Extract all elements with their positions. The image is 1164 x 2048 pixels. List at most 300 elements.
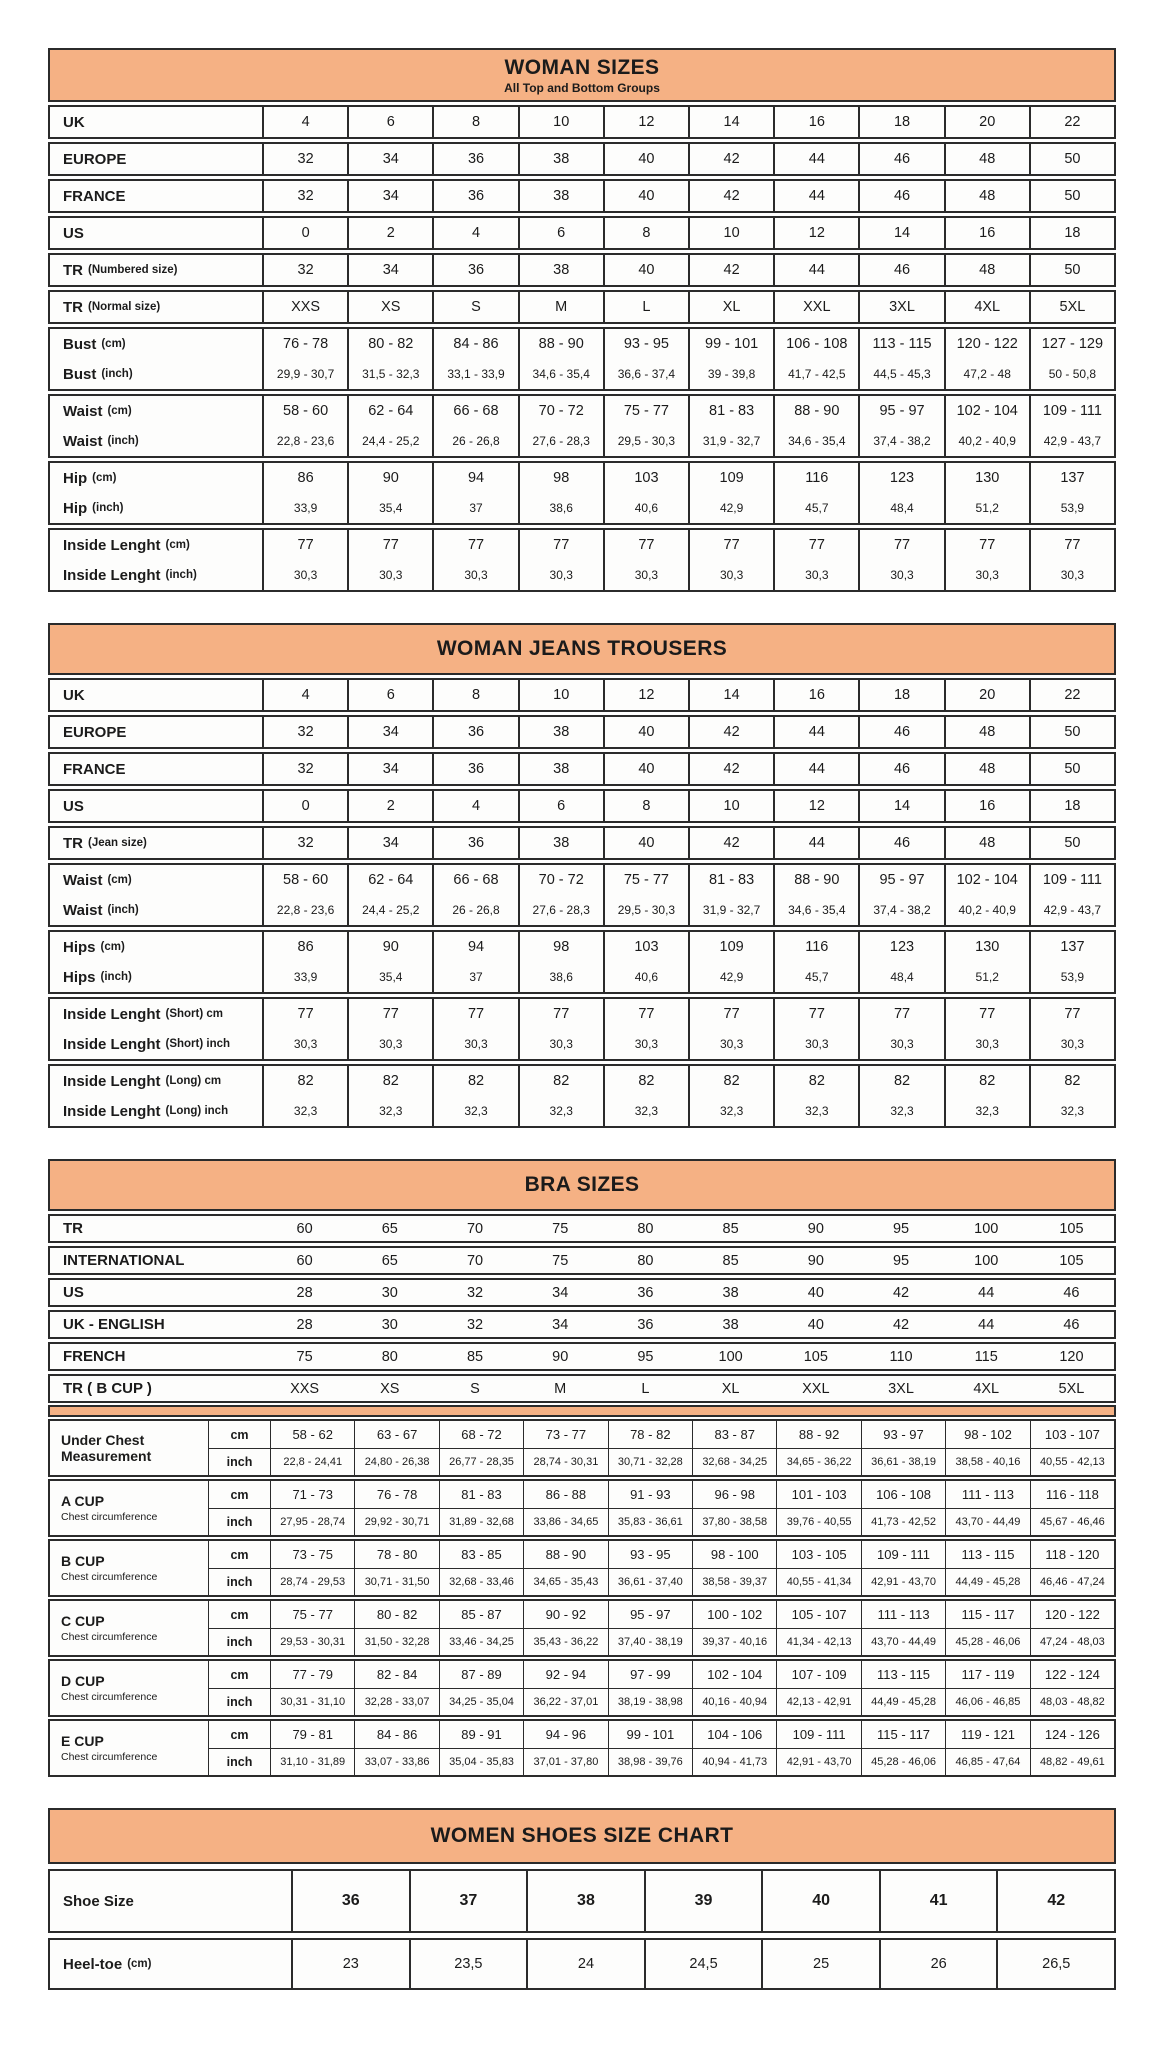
table-row xyxy=(50,828,1114,858)
size-value: 45,28 - 46,06 xyxy=(861,1749,945,1775)
table-row xyxy=(50,463,1114,493)
size-value: 12 xyxy=(773,791,858,821)
size-value: 29,5 - 30,3 xyxy=(603,426,688,456)
size-value: 43,70 - 44,49 xyxy=(945,1509,1029,1535)
size-value: 20 xyxy=(944,107,1029,137)
size-value: 40 xyxy=(603,754,688,784)
row-label-text: Hip xyxy=(63,469,88,487)
size-value: 24,4 - 25,2 xyxy=(347,895,432,925)
cup-group xyxy=(48,1539,1116,1597)
size-value: 42 xyxy=(996,1871,1114,1931)
size-value: 30,3 xyxy=(858,560,943,590)
size-value: 70 - 72 xyxy=(518,396,603,426)
row-group xyxy=(48,253,1116,287)
size-value: 46 xyxy=(858,717,943,747)
size-value: 38 xyxy=(518,181,603,211)
size-value: 10 xyxy=(518,680,603,710)
size-value: 33,86 - 34,65 xyxy=(523,1509,607,1535)
row-label-note: (cm) xyxy=(165,539,190,551)
size-value: 35,4 xyxy=(347,493,432,523)
size-value: 32 xyxy=(262,181,347,211)
size-value: 30,31 - 31,10 xyxy=(270,1689,354,1715)
size-value: 22,8 - 23,6 xyxy=(262,426,347,456)
size-value: 29,53 - 30,31 xyxy=(270,1629,354,1655)
size-value: 88 - 90 xyxy=(523,1541,607,1568)
size-value: 75 xyxy=(296,1348,313,1365)
size-value: 36 xyxy=(432,144,517,174)
size-value: 47,2 - 48 xyxy=(944,359,1029,389)
size-value: 75 xyxy=(552,1220,569,1237)
size-value: 30,3 xyxy=(347,1029,432,1059)
size-value: 101 - 103 xyxy=(776,1481,860,1508)
size-value: 106 - 108 xyxy=(861,1481,945,1508)
row-label-text: Bust xyxy=(63,335,97,353)
size-value: 18 xyxy=(858,107,943,137)
size-value: 37,4 - 38,2 xyxy=(858,895,943,925)
size-value: 99 - 101 xyxy=(608,1721,692,1748)
size-value: 115 xyxy=(974,1348,998,1365)
row-label xyxy=(50,754,262,784)
row-label-note: (inch) xyxy=(165,569,197,581)
size-value: 36 xyxy=(637,1316,654,1333)
size-value: 32,3 xyxy=(944,1096,1029,1126)
size-value: 77 xyxy=(347,530,432,560)
size-value: 34,65 - 35,43 xyxy=(523,1569,607,1595)
size-value: 102 - 104 xyxy=(944,396,1029,426)
row-label xyxy=(50,426,262,456)
size-value: 77 - 79 xyxy=(270,1661,354,1688)
row-label-note: (inch) xyxy=(92,502,124,514)
size-value: 85 xyxy=(722,1220,739,1237)
size-value: 24,80 - 26,38 xyxy=(354,1449,438,1475)
size-value: 50 xyxy=(1029,717,1114,747)
size-value: 95 - 97 xyxy=(608,1601,692,1628)
size-value: 82 xyxy=(347,1066,432,1096)
size-value: 75 - 77 xyxy=(603,396,688,426)
size-value: 28 xyxy=(296,1316,313,1333)
size-value: 38,6 xyxy=(518,493,603,523)
size-value: 30,3 xyxy=(1029,560,1114,590)
size-value: 83 - 85 xyxy=(439,1541,523,1568)
size-value: 18 xyxy=(1029,218,1114,248)
size-value: 82 - 84 xyxy=(354,1661,438,1688)
size-value: 33,46 - 34,25 xyxy=(439,1629,523,1655)
size-value: 42,9 - 43,7 xyxy=(1029,895,1114,925)
size-value: 33,07 - 33,86 xyxy=(354,1749,438,1775)
size-value: 91 - 93 xyxy=(608,1481,692,1508)
table-row xyxy=(50,530,1114,560)
size-value: 76 - 78 xyxy=(354,1481,438,1508)
size-value: 120 - 122 xyxy=(944,329,1029,359)
size-value: 65 xyxy=(381,1252,398,1269)
size-value: 24 xyxy=(526,1940,644,1988)
size-value: 47,24 - 48,03 xyxy=(1030,1629,1114,1655)
size-value: 105 xyxy=(1059,1252,1084,1269)
size-value: 22 xyxy=(1029,680,1114,710)
size-value: 40 xyxy=(603,828,688,858)
table-row xyxy=(50,426,1114,456)
size-value: 111 - 113 xyxy=(945,1481,1029,1508)
cup-rows xyxy=(208,1541,1114,1595)
size-value: 30,71 - 32,28 xyxy=(608,1449,692,1475)
cup-group xyxy=(48,1659,1116,1717)
size-value: 32,3 xyxy=(603,1096,688,1126)
size-value: 48 xyxy=(944,754,1029,784)
table-row xyxy=(208,1541,1114,1568)
size-value: 60 xyxy=(296,1220,313,1237)
size-value: 3XL xyxy=(888,1380,914,1397)
size-value: 44 xyxy=(773,181,858,211)
size-value: 44 xyxy=(773,717,858,747)
size-value: XL xyxy=(721,1380,740,1397)
size-value: 38,6 xyxy=(518,962,603,992)
cup-label xyxy=(50,1481,208,1535)
unit-label: inch xyxy=(208,1449,270,1475)
row-group xyxy=(48,461,1116,525)
size-value: 100 - 102 xyxy=(692,1601,776,1628)
cup-label xyxy=(50,1421,208,1475)
row-label-text: Inside Lenght xyxy=(63,1035,161,1053)
table-subtitle: All Top and Bottom Groups xyxy=(504,81,660,95)
size-value: 46 xyxy=(858,255,943,285)
row-label-text: Shoe Size xyxy=(63,1892,134,1910)
size-value: 80 xyxy=(637,1220,654,1237)
size-value: 38 xyxy=(722,1284,739,1301)
row-label-text: US xyxy=(63,224,84,242)
size-value: 22,8 - 23,6 xyxy=(262,895,347,925)
size-value: 41 xyxy=(879,1871,997,1931)
size-value: 28,74 - 29,53 xyxy=(270,1569,354,1595)
cup-name: Under Chest Measurement xyxy=(61,1431,152,1464)
size-value: 12 xyxy=(773,218,858,248)
table-header xyxy=(48,1159,1116,1211)
row-label-note: (Jean size) xyxy=(88,837,147,849)
cup-sublabel: Chest circumference xyxy=(61,1750,158,1763)
cup-sublabel: Chest circumference xyxy=(61,1630,158,1643)
size-value: 65 xyxy=(381,1220,398,1237)
size-value: 75 - 77 xyxy=(270,1601,354,1628)
unit-label: inch xyxy=(208,1509,270,1535)
size-value: 37,01 - 37,80 xyxy=(523,1749,607,1775)
cup-rows xyxy=(208,1421,1114,1475)
size-value: 83 - 87 xyxy=(692,1421,776,1448)
row-label xyxy=(50,463,262,493)
size-value: 46 xyxy=(858,181,943,211)
row-group xyxy=(48,789,1116,823)
size-value: 4XL xyxy=(973,1380,1000,1397)
size-value: 26 - 26,8 xyxy=(432,426,517,456)
size-value: 40 xyxy=(603,255,688,285)
row-label xyxy=(50,1871,291,1931)
row-label xyxy=(50,292,262,322)
size-value: 42 xyxy=(688,144,773,174)
row-group xyxy=(48,930,1116,994)
row-label-text: Hip xyxy=(63,499,88,517)
row-group xyxy=(48,216,1116,250)
table-row xyxy=(50,329,1114,359)
cup-group xyxy=(48,1599,1116,1657)
row-label xyxy=(50,218,262,248)
row-label-note: (cm) xyxy=(100,941,125,953)
size-value: 44 xyxy=(978,1284,995,1301)
size-value: 40 xyxy=(603,144,688,174)
table-row xyxy=(50,1871,1114,1931)
size-value: 37,40 - 38,19 xyxy=(608,1629,692,1655)
size-value: 41,34 - 42,13 xyxy=(776,1629,860,1655)
size-value: 71 - 73 xyxy=(270,1481,354,1508)
size-value: 30,3 xyxy=(688,560,773,590)
size-value: 40 xyxy=(761,1871,879,1931)
size-value: 31,10 - 31,89 xyxy=(270,1749,354,1775)
row-label-note: (cm) xyxy=(92,472,117,484)
size-value: 30,71 - 31,50 xyxy=(354,1569,438,1595)
size-value: 34,6 - 35,4 xyxy=(518,359,603,389)
size-value: 115 - 117 xyxy=(945,1601,1029,1628)
size-value: 16 xyxy=(773,680,858,710)
row-label xyxy=(50,1344,262,1369)
table-row xyxy=(208,1568,1114,1595)
size-value: 86 xyxy=(262,932,347,962)
size-value: 35,43 - 36,22 xyxy=(523,1629,607,1655)
row-label-text: Inside Lenght xyxy=(63,1005,161,1023)
size-value: 34,65 - 36,22 xyxy=(776,1449,860,1475)
size-value: 84 - 86 xyxy=(432,329,517,359)
table-header xyxy=(48,48,1116,102)
table-row xyxy=(50,680,1114,710)
size-value: 77 xyxy=(1029,999,1114,1029)
size-value: 4 xyxy=(432,791,517,821)
size-value: 14 xyxy=(688,680,773,710)
size-value: 62 - 64 xyxy=(347,396,432,426)
size-value: 51,2 xyxy=(944,493,1029,523)
size-value: 76 - 78 xyxy=(262,329,347,359)
unit-label: inch xyxy=(208,1629,270,1655)
size-value: 77 xyxy=(432,530,517,560)
size-value: 116 xyxy=(773,932,858,962)
size-value: 8 xyxy=(603,791,688,821)
row-label-text: Hips xyxy=(63,938,96,956)
size-value: 113 - 115 xyxy=(861,1661,945,1688)
row-label xyxy=(50,396,262,426)
size-value: 93 - 95 xyxy=(603,329,688,359)
table-row xyxy=(208,1481,1114,1508)
table-title: WOMAN SIZES xyxy=(504,56,660,79)
size-value: 42 xyxy=(688,828,773,858)
size-value: 33,9 xyxy=(262,962,347,992)
size-value: 90 xyxy=(807,1252,824,1269)
size-value: 48 xyxy=(944,181,1029,211)
row-label-text: TR xyxy=(63,1220,83,1237)
size-value: 68 - 72 xyxy=(439,1421,523,1448)
size-value: 40,6 xyxy=(603,493,688,523)
size-value: 82 xyxy=(944,1066,1029,1096)
size-value: 100 xyxy=(974,1220,999,1237)
size-value: 37,4 - 38,2 xyxy=(858,426,943,456)
size-value: 24,5 xyxy=(644,1940,762,1988)
size-value: 42,13 - 42,91 xyxy=(776,1689,860,1715)
row-label xyxy=(50,895,262,925)
row-group xyxy=(48,142,1116,176)
size-value: 44 xyxy=(773,255,858,285)
size-value: 77 xyxy=(688,999,773,1029)
row-label xyxy=(50,329,262,359)
cup-rows xyxy=(208,1661,1114,1715)
size-value: 95 xyxy=(892,1252,910,1269)
row-label-text: Inside Lenght xyxy=(63,566,161,584)
size-value: 23,5 xyxy=(409,1940,527,1988)
size-value: 87 - 89 xyxy=(439,1661,523,1688)
table-row xyxy=(50,218,1114,248)
size-value: 42,91 - 43,70 xyxy=(861,1569,945,1595)
size-value: 32,3 xyxy=(432,1096,517,1126)
size-value: 40,55 - 41,34 xyxy=(776,1569,860,1595)
size-value: 82 xyxy=(688,1066,773,1096)
size-value: 16 xyxy=(773,107,858,137)
size-value: 88 - 90 xyxy=(773,865,858,895)
size-value: 36 xyxy=(432,255,517,285)
size-value: 123 xyxy=(858,932,943,962)
size-value: 30,3 xyxy=(432,1029,517,1059)
size-value: 22,8 - 24,41 xyxy=(270,1449,354,1475)
table-row xyxy=(48,1246,1116,1275)
size-value: 4 xyxy=(262,107,347,137)
size-value: 88 - 90 xyxy=(518,329,603,359)
size-value: 30,3 xyxy=(518,560,603,590)
size-value: 30,3 xyxy=(773,560,858,590)
size-value: 22 xyxy=(1029,107,1114,137)
size-value: 29,92 - 30,71 xyxy=(354,1509,438,1535)
size-value: 111 - 113 xyxy=(861,1601,945,1628)
size-value: 6 xyxy=(518,218,603,248)
size-value: 40,16 - 40,94 xyxy=(692,1689,776,1715)
size-value: 113 - 115 xyxy=(945,1541,1029,1568)
size-value: 82 xyxy=(1029,1066,1114,1096)
size-value: 30,3 xyxy=(518,1029,603,1059)
row-label-text: EUROPE xyxy=(63,150,127,168)
size-value: 0 xyxy=(262,791,347,821)
size-value: 103 - 105 xyxy=(776,1541,860,1568)
size-value: 32,68 - 33,46 xyxy=(439,1569,523,1595)
cup-rows xyxy=(208,1481,1114,1535)
size-value: 89 - 91 xyxy=(439,1721,523,1748)
row-label-text: TR xyxy=(63,261,83,279)
size-value: 48 xyxy=(944,144,1029,174)
size-value: 77 xyxy=(347,999,432,1029)
table-row xyxy=(48,1374,1116,1403)
size-value: 75 - 77 xyxy=(603,865,688,895)
size-value: 20 xyxy=(944,680,1029,710)
size-value: 95 - 97 xyxy=(858,865,943,895)
size-value: 37,80 - 38,58 xyxy=(692,1509,776,1535)
size-value: 106 - 108 xyxy=(773,329,858,359)
size-value: 12 xyxy=(603,680,688,710)
size-value: 50 xyxy=(1029,181,1114,211)
size-value: 103 xyxy=(603,932,688,962)
size-value: 58 - 60 xyxy=(262,396,347,426)
table-woman-jeans-trousers xyxy=(48,623,1116,1128)
size-value: 38 xyxy=(526,1871,644,1931)
size-value: 32,28 - 33,07 xyxy=(354,1689,438,1715)
size-value: 50 xyxy=(1029,828,1114,858)
size-value: 46,46 - 47,24 xyxy=(1030,1569,1114,1595)
size-value: 77 xyxy=(432,999,517,1029)
size-value: 8 xyxy=(603,218,688,248)
size-value: 98 - 102 xyxy=(945,1421,1029,1448)
size-value: 25 xyxy=(761,1940,879,1988)
size-value: 10 xyxy=(688,791,773,821)
row-group xyxy=(48,1938,1116,1990)
size-value: XL xyxy=(688,292,773,322)
row-label xyxy=(50,359,262,389)
size-value: 38,19 - 38,98 xyxy=(608,1689,692,1715)
size-value: 8 xyxy=(432,680,517,710)
size-value: 82 xyxy=(603,1066,688,1096)
row-group xyxy=(48,105,1116,139)
row-label-note: (cm) xyxy=(101,338,126,350)
size-value: 97 - 99 xyxy=(608,1661,692,1688)
size-value: 50 xyxy=(1029,754,1114,784)
table-row xyxy=(208,1421,1114,1448)
cup-name: B CUP xyxy=(61,1553,105,1570)
size-value: 90 xyxy=(807,1220,824,1237)
table-row xyxy=(50,255,1114,285)
row-label xyxy=(50,144,262,174)
table-row xyxy=(50,895,1114,925)
row-label xyxy=(50,999,262,1029)
size-value: 32,3 xyxy=(347,1096,432,1126)
table-row xyxy=(50,359,1114,389)
size-value: 34,25 - 35,04 xyxy=(439,1689,523,1715)
size-value: 44 xyxy=(978,1316,995,1333)
size-value: 36 xyxy=(637,1284,654,1301)
size-value: 40,2 - 40,9 xyxy=(944,426,1029,456)
size-value: 3XL xyxy=(858,292,943,322)
size-value: 103 - 107 xyxy=(1030,1421,1114,1448)
size-value: 51,2 xyxy=(944,962,1029,992)
size-value: 75 xyxy=(552,1252,569,1269)
size-value: 46 xyxy=(858,828,943,858)
size-value: 46 xyxy=(1063,1284,1080,1301)
size-value: 31,9 - 32,7 xyxy=(688,895,773,925)
row-label xyxy=(50,493,262,523)
size-value: 48 xyxy=(944,717,1029,747)
table-row xyxy=(48,1310,1116,1339)
size-value: 105 xyxy=(1059,1220,1084,1237)
size-value: XS xyxy=(380,1380,400,1397)
size-value: M xyxy=(518,292,603,322)
size-value: 77 xyxy=(603,530,688,560)
size-value: 42,91 - 43,70 xyxy=(776,1749,860,1775)
size-value: 77 xyxy=(1029,530,1114,560)
size-value: 88 - 92 xyxy=(776,1421,860,1448)
size-value: 42,9 - 43,7 xyxy=(1029,426,1114,456)
table-row xyxy=(50,1029,1114,1059)
table-row xyxy=(50,292,1114,322)
size-value: XS xyxy=(347,292,432,322)
row-label-note: (cm) xyxy=(107,874,132,886)
size-value: 93 - 95 xyxy=(608,1541,692,1568)
row-group xyxy=(48,327,1116,391)
row-label-text: EUROPE xyxy=(63,723,127,741)
size-value: 109 xyxy=(688,463,773,493)
size-value: 81 - 83 xyxy=(439,1481,523,1508)
row-label-note: (Numbered size) xyxy=(88,264,178,276)
size-value: 2 xyxy=(347,218,432,248)
cup-name: A CUP xyxy=(61,1493,105,1510)
size-value: 66 - 68 xyxy=(432,865,517,895)
table-row xyxy=(50,791,1114,821)
size-value: 28 xyxy=(296,1284,313,1301)
